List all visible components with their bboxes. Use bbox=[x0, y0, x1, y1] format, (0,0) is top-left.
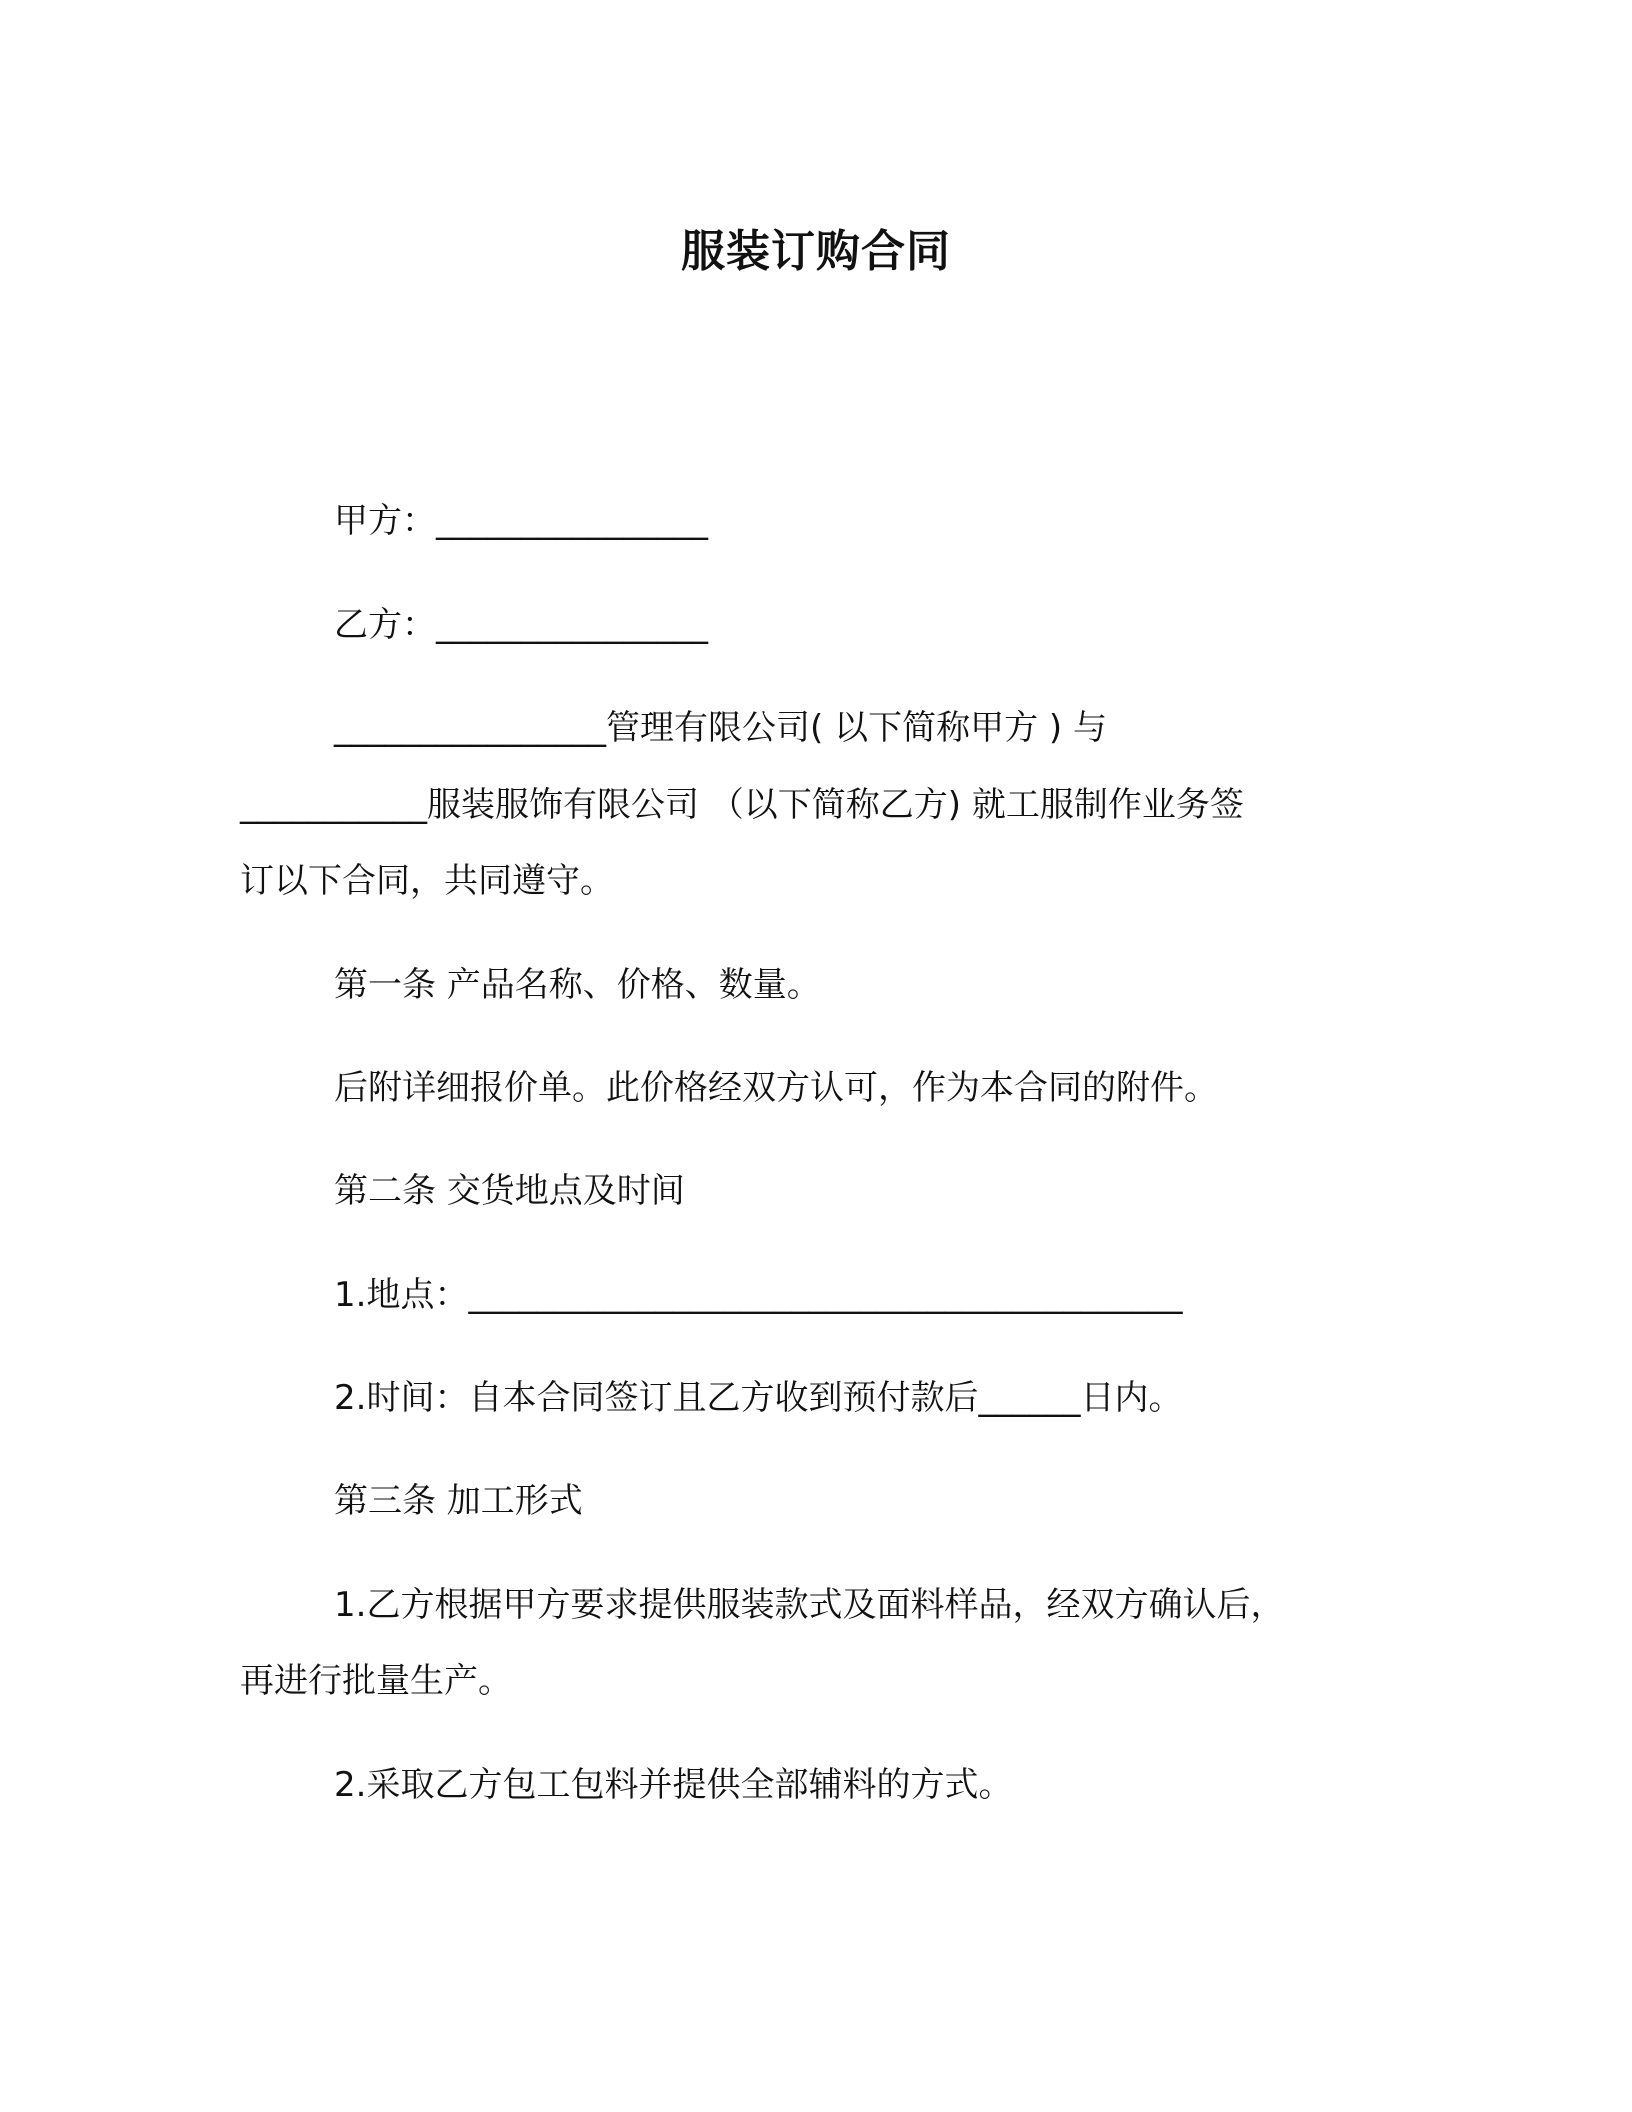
article-3-item-1-line-1: 1.乙方根据甲方要求提供服装款式及面料样品，经双方确认后， bbox=[334, 1585, 1285, 1625]
article-2-location: 1.地点：__________________________________________ bbox=[334, 1275, 1183, 1315]
article-2-heading: 第二条 交货地点及时间 bbox=[334, 1171, 685, 1211]
preamble-line-2: ___________服装服饰有限公司 （以下简称乙方) 就工服制作业务签 bbox=[240, 785, 1244, 825]
article-3-heading: 第三条 加工形式 bbox=[334, 1481, 583, 1521]
article-3-item-2: 2.采取乙方包工包料并提供全部辅料的方式。 bbox=[334, 1765, 1013, 1805]
article-3-item-1-line-2: 再进行批量生产。 bbox=[240, 1661, 512, 1701]
preamble-line-1: ________________管理有限公司( 以下简称甲方 ) 与 bbox=[334, 708, 1107, 748]
article-1-body: 后附详细报价单。此价格经双方认可，作为本合同的附件。 bbox=[334, 1068, 1218, 1108]
document-title: 服装订购合同 bbox=[681, 226, 951, 277]
party-a-line: 甲方：________________ bbox=[334, 501, 708, 541]
article-1-heading: 第一条 产品名称、价格、数量。 bbox=[334, 965, 821, 1005]
preamble-line-3: 订以下合同，共同遵守。 bbox=[240, 861, 614, 901]
party-b-line: 乙方：________________ bbox=[334, 605, 708, 645]
article-2-time: 2.时间：自本合同签订且乙方收到预付款后______日内。 bbox=[334, 1378, 1183, 1418]
